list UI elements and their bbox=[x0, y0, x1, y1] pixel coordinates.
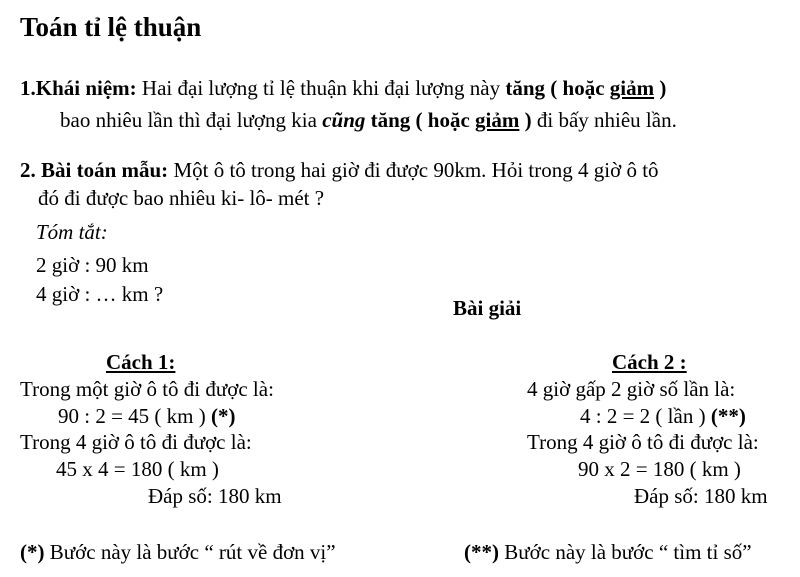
note-2 bbox=[464, 540, 752, 564]
method1-calc-1-text: 90 : 2 = 45 ( km ) bbox=[58, 404, 211, 428]
concept-line2-a: bao nhiêu lần thì đại lượng kia bbox=[60, 108, 323, 132]
method2-line-1: 4 giờ gấp 2 giờ số lần là: bbox=[527, 377, 736, 401]
method1-answer: Đáp số: 180 km bbox=[148, 484, 282, 508]
note-1-text: Bước này là bước “ rút về đơn vị” bbox=[44, 540, 336, 564]
note-2-mark: (**) bbox=[464, 540, 499, 564]
method2-heading: Cách 2 : bbox=[612, 350, 687, 374]
note-1 bbox=[20, 540, 336, 564]
summary-line-1: 2 giờ : 90 km bbox=[36, 253, 149, 277]
concept-line-2 bbox=[60, 108, 677, 132]
concept-also: cũng bbox=[322, 108, 366, 132]
summary-label: Tóm tắt: bbox=[36, 220, 108, 244]
concept-increase-1: tăng ( hoặc bbox=[505, 76, 610, 100]
method2-answer: Đáp số: 180 km bbox=[634, 484, 768, 508]
method2-calc-1 bbox=[580, 404, 746, 428]
method1-calc-2: 45 x 4 = 180 ( km ) bbox=[56, 457, 219, 481]
method1-line-1: Trong một giờ ô tô đi được là: bbox=[20, 377, 274, 401]
note-2-text: Bước này là bước “ tìm tỉ số” bbox=[499, 540, 752, 564]
note-1-mark: (*) bbox=[20, 540, 45, 564]
concept-line2-end: đi bấy nhiêu lần. bbox=[531, 108, 677, 132]
method1-calc-1 bbox=[58, 404, 236, 428]
method1-calc-1-mark: (*) bbox=[211, 404, 236, 428]
problem-heading: 2. Bài toán mẫu: bbox=[20, 158, 169, 182]
method2-calc-1-mark: (**) bbox=[710, 404, 746, 428]
method1-line-2: Trong 4 giờ ô tô đi được là: bbox=[20, 430, 252, 454]
problem-text-1: Một ô tô trong hai giờ đi được 90km. Hỏi trong 4 giờ ô tô bbox=[168, 158, 659, 182]
concept-decrease-1: giảm bbox=[609, 76, 655, 100]
concept-line-1 bbox=[20, 76, 666, 100]
concept-text-a: Hai đại lượng tỉ lệ thuận khi đại lượng này bbox=[136, 76, 506, 100]
method2-line-2: Trong 4 giờ ô tô đi được là: bbox=[527, 430, 759, 454]
page-title: Toán tỉ lệ thuận bbox=[20, 12, 202, 42]
solution-heading: Bài giải bbox=[453, 296, 522, 320]
method2-calc-1-text: 4 : 2 = 2 ( lần ) bbox=[580, 404, 711, 428]
concept-close-1: ) bbox=[654, 76, 667, 100]
concept-increase-2: tăng ( hoặc bbox=[365, 108, 476, 132]
method1-heading: Cách 1: bbox=[106, 350, 176, 374]
concept-decrease-2: giảm bbox=[475, 108, 520, 132]
problem-line-1 bbox=[20, 158, 659, 182]
concept-heading: 1.Khái niệm: bbox=[20, 76, 137, 100]
problem-line-2: đó đi được bao nhiêu ki- lô- mét ? bbox=[38, 186, 325, 210]
summary-line-2: 4 giờ : … km ? bbox=[36, 282, 164, 306]
concept-close-2: ) bbox=[519, 108, 532, 132]
method2-calc-2: 90 x 2 = 180 ( km ) bbox=[578, 457, 741, 481]
